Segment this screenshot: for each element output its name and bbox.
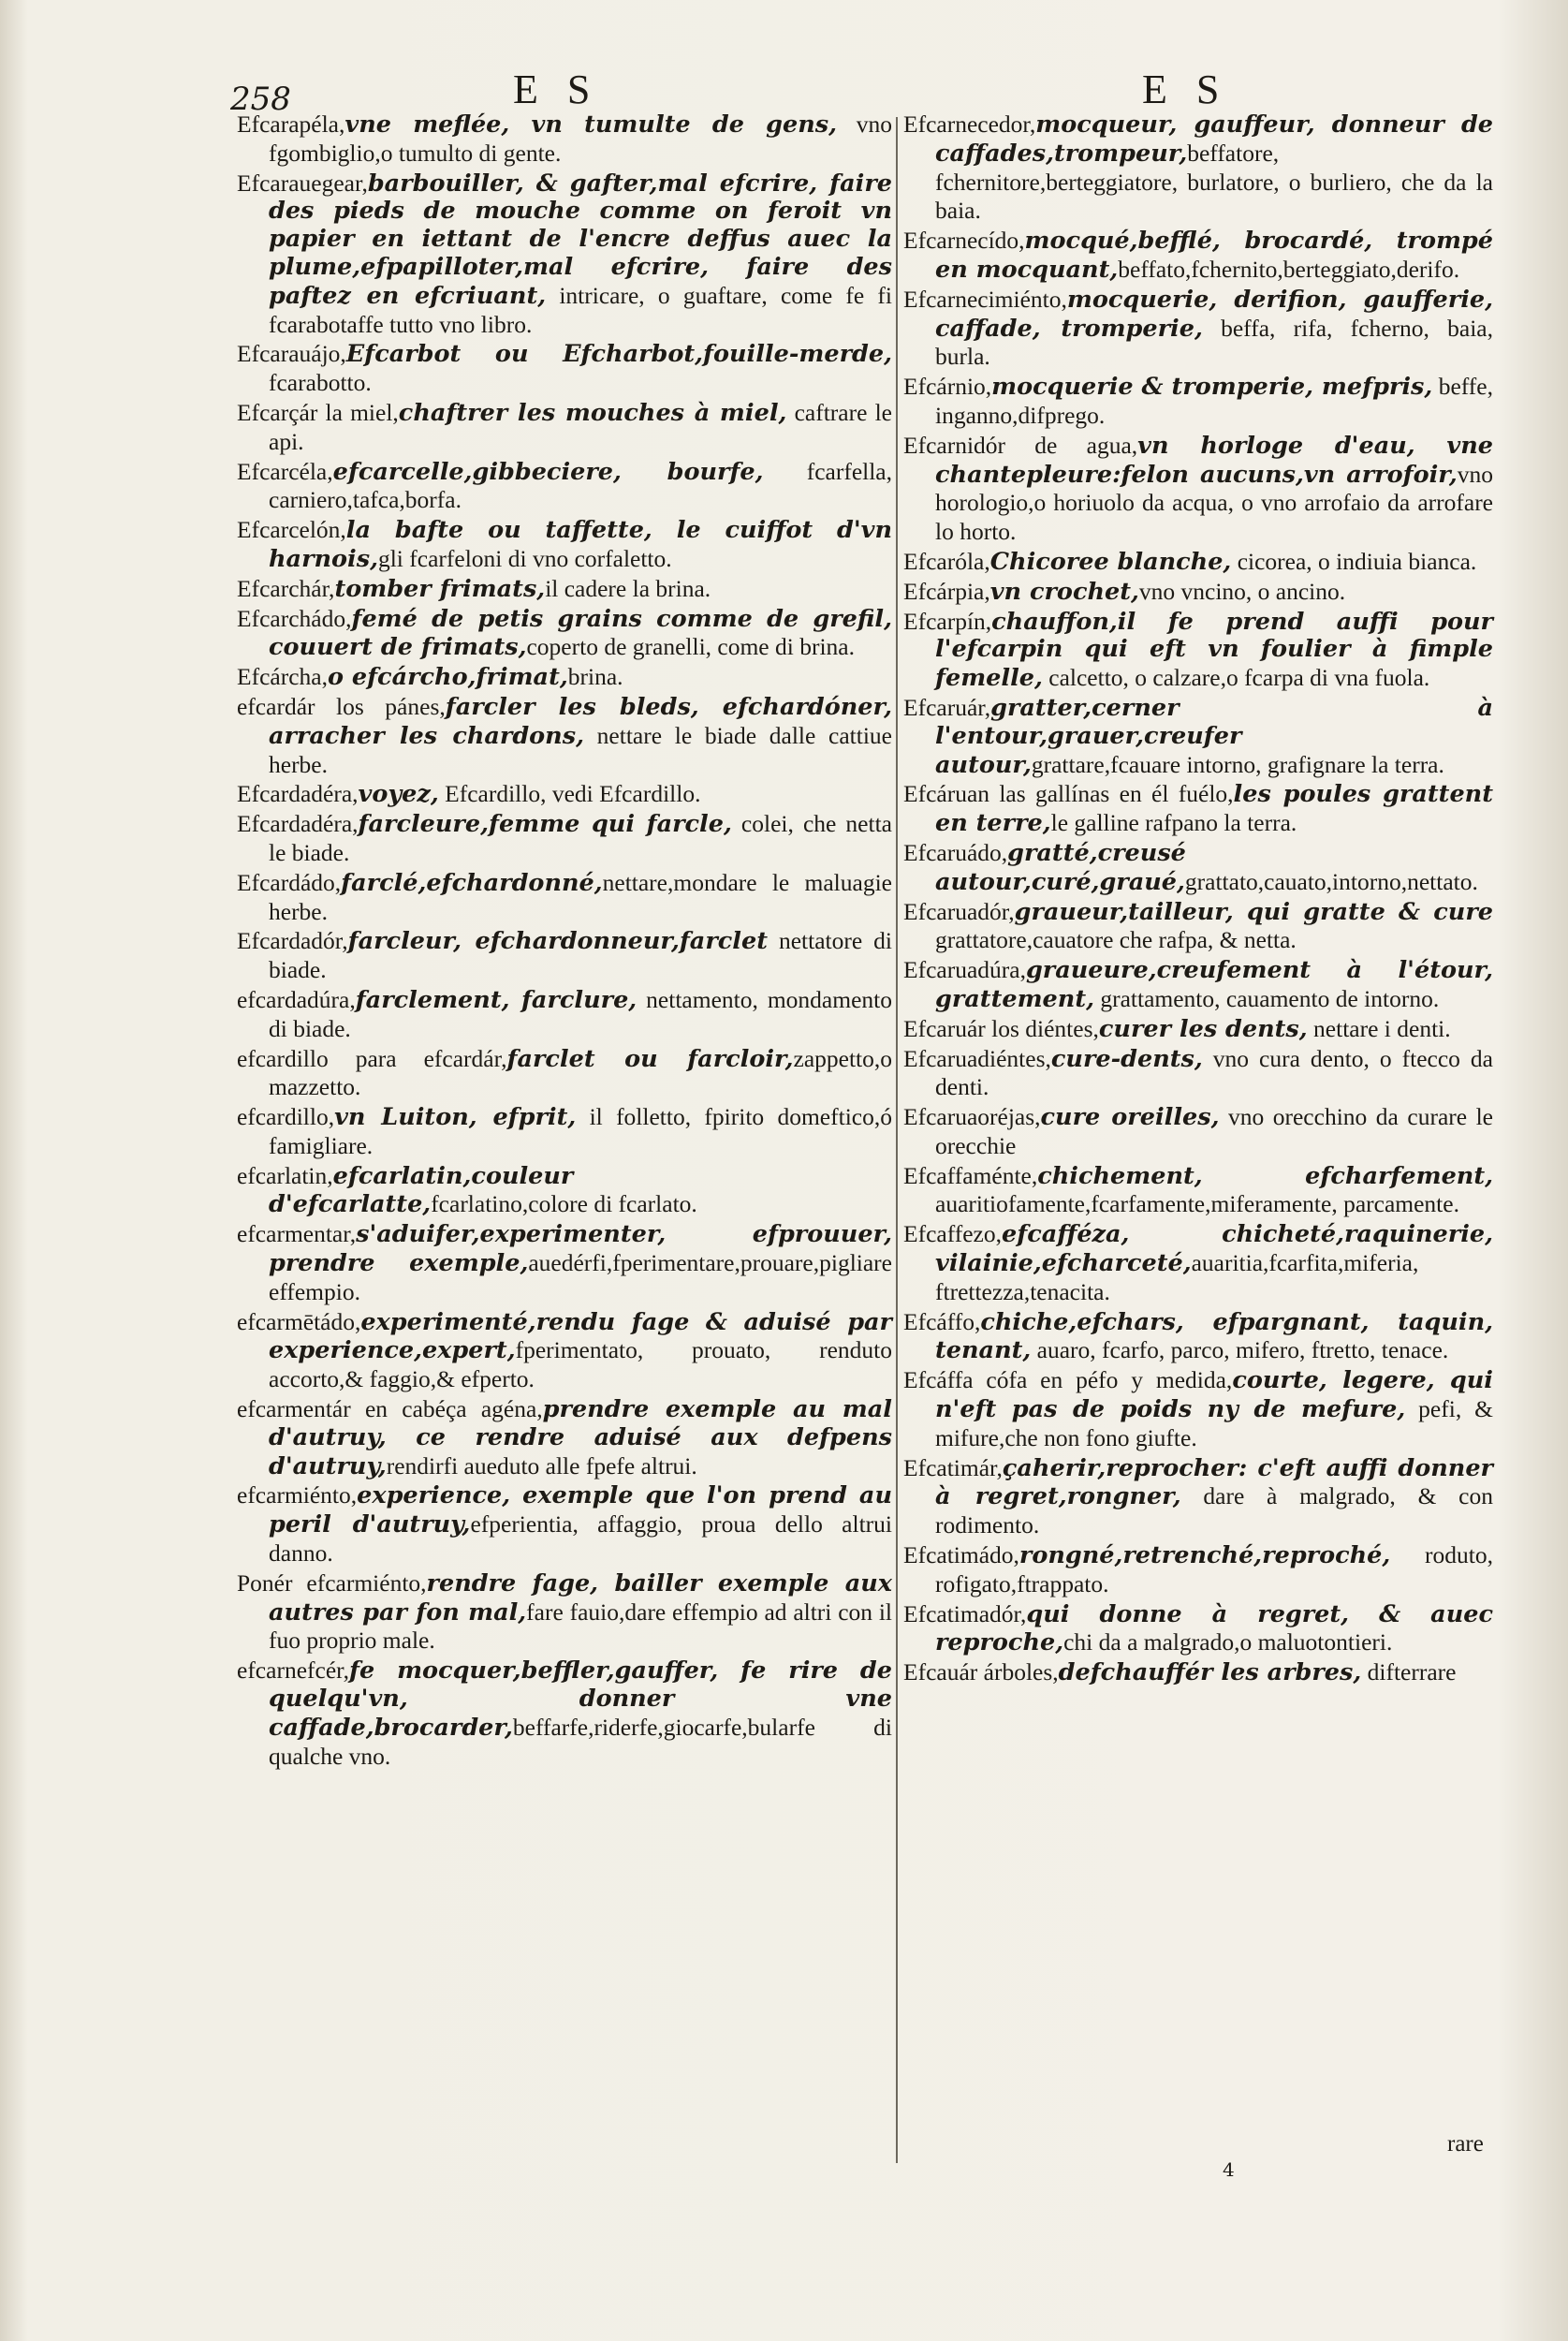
french-gloss: Efcarbot ou Efcharbot,fouille-merde,: [345, 340, 892, 369]
headword: Efcárnio,: [903, 373, 992, 401]
headword: Efcaróla,: [903, 547, 990, 575]
italian-gloss: grattato,cauato,intorno,nettato.: [1184, 867, 1478, 895]
headword: Efcaffaménte,: [903, 1161, 1038, 1189]
dictionary-entry: [903, 1366, 1493, 1452]
headword: Efcaffezo,: [903, 1220, 1002, 1248]
dictionary-entry: [903, 110, 1493, 226]
dictionary-entry: [237, 1569, 892, 1656]
french-gloss: s'aduifer,experimenter, efprouuer, prendre exemple,: [269, 1220, 892, 1278]
italian-gloss: fcarfella, carniero,tafca,borfa.: [269, 457, 892, 514]
french-gloss: voyez,: [358, 780, 439, 809]
italian-gloss: beffa, rifa, fcherno, baia, burla.: [935, 314, 1493, 371]
headword: Efcaruádo,: [903, 838, 1008, 866]
italian-gloss: grattare,fcauare intorno, grafignare la terra.: [1031, 750, 1444, 778]
dictionary-entry: [903, 432, 1493, 547]
italian-gloss: fcarabotto.: [269, 369, 372, 397]
dictionary-entry: [903, 1658, 1493, 1687]
dictionary-entry: [237, 399, 892, 457]
headword: efcarlatin,: [237, 1161, 333, 1189]
italian-gloss: caftrare le api.: [269, 398, 892, 455]
italian-gloss: nettatore di biade.: [269, 927, 892, 984]
dictionary-entry: [237, 575, 892, 604]
headword: Efcaruár,: [903, 693, 991, 721]
italian-gloss: vno horologio,o horiuolo da acqua, o vno arrofaio da arrofare lo horto.: [935, 460, 1493, 546]
french-gloss: prendre exemple au mal d'autruy, ce rendre aduisé aux defpens d'autruy,: [269, 1395, 892, 1480]
left-column-heading: E S: [513, 66, 600, 112]
italian-gloss: le galline rafpano la terra.: [1050, 809, 1297, 837]
italian-gloss: il cadere la brina.: [545, 574, 711, 602]
headword: Efcaruadór,: [903, 897, 1015, 925]
french-gloss: farclement, farclure,: [355, 985, 637, 1014]
french-gloss: efcarcelle,gibbeciere, bourfe,: [332, 457, 764, 486]
headword: Efcáruan las gallínas en él fuélo,: [903, 780, 1234, 808]
italian-gloss: beffatore, fchernitore,berteggiatore, burlatore, o burliero, che da la baia.: [935, 139, 1493, 225]
headword: Efcaruaoréjas,: [903, 1103, 1041, 1131]
french-gloss: farclet ou farcloir,: [506, 1044, 794, 1073]
dictionary-entry: [903, 780, 1493, 838]
headword: Efcardadéra,: [237, 810, 359, 838]
headword: Efcáffo,: [903, 1307, 981, 1335]
french-gloss: o efcárcho,frimat,: [327, 663, 568, 692]
french-gloss: tomber frimats,: [334, 574, 546, 603]
italian-gloss: auaro, fcarfo, parco, mifero, ftretto, tenace.: [1031, 1336, 1449, 1364]
french-gloss: chauffon,il fe prend auffi pour l'efcarpin qui eft vn foulier à fimple femelle,: [935, 607, 1493, 693]
french-gloss: la bafte ou taffette, le cuiffot d'vn harnois,: [269, 516, 892, 573]
headword: Efcárpia,: [903, 577, 990, 605]
dictionary-entry: [903, 373, 1493, 431]
dictionary-entry: [237, 927, 892, 985]
headword: Efcaruadúra,: [903, 956, 1026, 984]
headword: efcarmiénto,: [237, 1481, 358, 1509]
italian-gloss: beffe, inganno,difprego.: [935, 373, 1493, 429]
dictionary-entry: [237, 340, 892, 398]
french-gloss: fe mocquer,beffler,gauffer, fe rire de quelqu'vn, donner vne caffade,brocarder,: [269, 1656, 892, 1742]
italian-gloss: fcarlatino,colore di fcarlato.: [431, 1190, 697, 1218]
italian-gloss: cicorea, o indiuia bianca.: [1231, 547, 1477, 575]
french-gloss: chichement, efcharfement,: [1037, 1161, 1493, 1190]
dictionary-entry: [903, 898, 1493, 956]
dictionary-entry: [237, 1395, 892, 1480]
french-gloss: efcarlatin,couleur d'efcarlatte,: [269, 1161, 574, 1219]
headword: Efcáffa cófa en péfo y medida,: [903, 1366, 1233, 1394]
dictionary-entry: [903, 1541, 1493, 1599]
column-rule: [896, 117, 898, 2163]
italian-gloss: dare à malgrado, & con rodimento.: [935, 1482, 1493, 1539]
italian-gloss: gli fcarfeloni di vno corfaletto.: [377, 544, 672, 572]
headword: Efcatimádo,: [903, 1541, 1019, 1569]
italian-gloss: vno vncino, o ancino.: [1138, 577, 1346, 605]
dictionary-entry: [237, 986, 892, 1044]
dictionary-entry: [903, 286, 1493, 372]
dictionary-entry: [237, 1045, 892, 1103]
headword: Efcardadór,: [237, 927, 348, 955]
headword: Efcardadéra,: [237, 780, 359, 808]
left-column: [237, 110, 892, 1772]
headword: Efcarchár,: [237, 574, 335, 602]
french-gloss: les poules grattent en terre,: [935, 780, 1493, 838]
french-gloss: graueure,creufement à l'étour, grattement,: [935, 956, 1493, 1013]
french-gloss: farcler les bleds, efchardóner, arracher les chardons,: [269, 692, 892, 750]
headword: Efcardádo,: [237, 868, 342, 896]
right-column-heading: E S: [1142, 66, 1229, 112]
french-gloss: experimenté,rendu fage & aduisé par experience,expert,: [269, 1307, 892, 1365]
dictionary-entry: [237, 663, 892, 692]
dictionary-entry: [237, 605, 892, 663]
dictionary-entry: [237, 1481, 892, 1568]
french-gloss: courte, legere, qui n'eft pas de poids ny de mefure,: [935, 1366, 1493, 1424]
dictionary-entry: [903, 1045, 1493, 1103]
dictionary-entry: [237, 516, 892, 574]
italian-gloss: nettare le biade dalle cattiue herbe.: [269, 721, 892, 778]
french-gloss: femé de petis grains comme de grefil, couuert de frimats,: [269, 604, 892, 662]
dictionary-entry: [237, 169, 892, 340]
italian-gloss: chi da a malgrado,o maluotontieri.: [1063, 1628, 1393, 1656]
french-gloss: mocqué,befflé, brocardé, trompé en mocquant,: [935, 227, 1493, 284]
signature-mark: 4: [1223, 2158, 1235, 2181]
headword: efcarnefcér,: [237, 1656, 349, 1685]
dictionary-entry: [237, 110, 892, 169]
french-gloss: graueur,tailleur, qui gratte & cure: [1014, 897, 1493, 926]
dictionary-entry: [903, 1600, 1493, 1658]
french-gloss: mocqueur, gauffeur, donneur de caffades,trompeur,: [935, 110, 1493, 168]
right-column: [903, 110, 1493, 1688]
french-gloss: vne meflée, vn tumulte de gens,: [344, 110, 838, 139]
headword: Efcaruár los diéntes,: [903, 1014, 1099, 1042]
italian-gloss: efperientia, affaggio, proua dello altrui danno.: [269, 1510, 892, 1568]
headword: Efcarauájo,: [237, 340, 346, 368]
headword: efcarmentár en cabéça agéna,: [237, 1395, 543, 1423]
french-gloss: experience, exemple que l'on prend au peril d'autruy,: [269, 1481, 892, 1539]
italian-gloss: il folletto, fpirito domeftico,ó famigliare.: [269, 1103, 892, 1159]
french-gloss: rendre fage, bailler exemple aux autres par fon mal,: [269, 1568, 892, 1627]
dictionary-entry: [237, 869, 892, 927]
headword: Efcarapéla,: [237, 110, 345, 138]
dictionary-entry: [903, 1162, 1493, 1220]
french-gloss: Chicoree blanche,: [989, 547, 1232, 576]
italian-gloss: auedérfi,fperimentare,prouare,pigliare effempio.: [269, 1249, 892, 1305]
french-gloss: qui donne à regret, & auec reproche,: [935, 1599, 1493, 1657]
italian-gloss: nettamento, mondamento di biade.: [269, 985, 892, 1042]
headword: Efcarçár la miel,: [237, 398, 399, 426]
italian-gloss: beffato,fchernito,berteggiato,derifo.: [1118, 255, 1460, 283]
italian-gloss: grattatore,cauatore che rafpa, & netta.: [935, 926, 1297, 954]
italian-gloss: nettare i denti.: [1307, 1014, 1451, 1042]
italian-gloss: nettare,mondare le maluagie herbe.: [269, 868, 892, 925]
dictionary-entry: [903, 578, 1493, 607]
dictionary-entry: [237, 1308, 892, 1394]
headword: efcarmētádo,: [237, 1307, 361, 1335]
dictionary-entry: [237, 693, 892, 779]
french-gloss: rongné,retrenché,reproché,: [1018, 1541, 1391, 1570]
dictionary-entry: [237, 1103, 892, 1161]
french-gloss: çaherir,reprocher: c'eft auffi donner à regret,rongner,: [935, 1453, 1493, 1511]
french-gloss: defchauffér les arbres,: [1058, 1658, 1362, 1687]
headword: efcarmentar,: [237, 1220, 357, 1248]
french-gloss: mocquerie & tromperie, mefpris,: [991, 373, 1433, 402]
dictionary-entry: [237, 1656, 892, 1771]
french-gloss: vn crochet,: [989, 577, 1139, 606]
french-gloss: curer les dents,: [1098, 1014, 1308, 1043]
italian-gloss: fperimentato, prouato, renduto accorto,& faggio,& efperto.: [269, 1336, 892, 1393]
headword: Efcarnecído,: [903, 227, 1025, 255]
dictionary-entry: [903, 608, 1493, 693]
headword: Ponér efcarmiénto,: [237, 1568, 427, 1597]
italian-gloss: vno orecchino da curare le orecchie: [935, 1103, 1493, 1159]
headword: Efcatimadór,: [903, 1599, 1027, 1627]
headword: Efcarnidór de agua,: [903, 431, 1138, 459]
italian-gloss: pefi, & mifure,che non fono giufte.: [935, 1395, 1493, 1451]
headword: Efcarnecedor,: [903, 110, 1036, 138]
headword: Efcaruadiéntes,: [903, 1044, 1051, 1072]
italian-gloss: zappetto,o mazzetto.: [269, 1044, 892, 1101]
headword: Efcatimár,: [903, 1453, 1003, 1481]
headword: Efcarpín,: [903, 607, 992, 635]
dictionary-entry: [237, 1162, 892, 1220]
italian-gloss: grattamento, cauamento de intorno.: [1093, 984, 1440, 1012]
italian-gloss: auaritia,fcarfita,miferia, ftrettezza,tenacita.: [935, 1249, 1419, 1305]
headword: efcardár los pánes,: [237, 692, 446, 720]
french-gloss: chiche,efchars, efpargnant, taquin, tenant,: [935, 1307, 1493, 1365]
dictionary-entry: [237, 810, 892, 868]
italian-gloss: difterrare: [1361, 1658, 1457, 1686]
french-gloss: vn horloge d'eau, vne chantepleure:felon aucuns,vn arrofoir,: [935, 431, 1493, 489]
french-gloss: gratter,cerner à l'entour,grauer,creufer autour,: [935, 693, 1493, 779]
italian-gloss: beffarfe,riderfe,giocarfe,bularfe di qualche vno.: [269, 1713, 892, 1770]
dictionary-entry: [237, 1220, 892, 1306]
headword: Efcarcelón,: [237, 516, 346, 544]
french-gloss: gratté,creusé autour,curé,graué,: [935, 838, 1186, 896]
dictionary-entry: [903, 1308, 1493, 1366]
dictionary-entry: [903, 1015, 1493, 1044]
headword: Efcárcha,: [237, 663, 328, 691]
dictionary-entry: [903, 1103, 1493, 1161]
catchword: rare: [1447, 2131, 1484, 2157]
dictionary-entry: [903, 956, 1493, 1014]
french-gloss: cure oreilles,: [1040, 1103, 1220, 1132]
italian-gloss: Efcardillo, vedi Efcardillo.: [438, 780, 701, 808]
french-gloss: chaftrer les mouches à miel,: [398, 398, 787, 427]
italian-gloss: auaritiofamente,fcarfamente,miferamente, parcamente.: [935, 1190, 1459, 1218]
french-gloss: mocquerie, derifion, gaufferie, caffade, tromperie,: [935, 285, 1493, 343]
dictionary-entry: [237, 458, 892, 516]
italian-gloss: intricare, o guaftare, come fe fi fcarabotaffe tutto vno libro.: [269, 281, 892, 338]
headword: efcardillo para efcardár,: [237, 1044, 507, 1072]
dictionary-entry: [903, 694, 1493, 779]
headword: efcardillo,: [237, 1103, 335, 1131]
page-number: 258: [230, 81, 291, 118]
headword: efcardadúra,: [237, 985, 356, 1013]
italian-gloss: vno cura dento, o ftecco da denti.: [935, 1044, 1493, 1101]
dictionary-entry: [903, 548, 1493, 577]
french-gloss: farcleur, efchardonneur,farclet: [347, 927, 768, 956]
headword: Efcarnecimiénto,: [903, 285, 1067, 313]
french-gloss: farclé,efchardonné,: [341, 868, 603, 897]
running-head: [0, 58, 1568, 118]
headword: Efcarauegear,: [237, 169, 368, 197]
headword: Efcauár árboles,: [903, 1658, 1059, 1686]
italian-gloss: fare fauio,dare effempio ad altri con il fuo proprio male.: [269, 1597, 892, 1655]
dictionary-entry: [903, 227, 1493, 285]
french-gloss: cure-dents,: [1050, 1044, 1203, 1073]
italian-gloss: colei, che netta le biade.: [269, 810, 892, 866]
italian-gloss: rendirfi aueduto alle fpefe altrui.: [386, 1451, 697, 1480]
french-gloss: efcafféza, chicheté,raquinerie, vilainie,efcharceté,: [935, 1220, 1493, 1278]
italian-gloss: brina.: [567, 663, 623, 691]
italian-gloss: vno fgombiglio,o tumulto di gente.: [269, 110, 893, 167]
headword: Efcarcéla,: [237, 457, 333, 485]
french-gloss: vn Luiton, efprit,: [334, 1103, 577, 1132]
italian-gloss: calcetto, o calzare,o fcarpa di vna fuola.: [1042, 664, 1430, 692]
dictionary-entry: [903, 1454, 1493, 1540]
french-gloss: barbouiller, & gafter,mal efcrire, faire des pieds de mouche comme on feroit vn papier en iettant de l'encre deffus auec la plume,efpapilloter,mal efcrire, faire des paftez en efcriuant,: [269, 169, 892, 310]
french-gloss: farcleure,femme qui farcle,: [358, 810, 732, 839]
dictionary-entry: [903, 839, 1493, 897]
dictionary-entry: [903, 1220, 1493, 1306]
headword: Efcarchádo,: [237, 604, 352, 632]
dictionary-entry: [237, 780, 892, 809]
italian-gloss: roduto, rofigato,ftrappato.: [935, 1541, 1493, 1597]
italian-gloss: coperto de granelli, come di brina.: [526, 633, 855, 661]
